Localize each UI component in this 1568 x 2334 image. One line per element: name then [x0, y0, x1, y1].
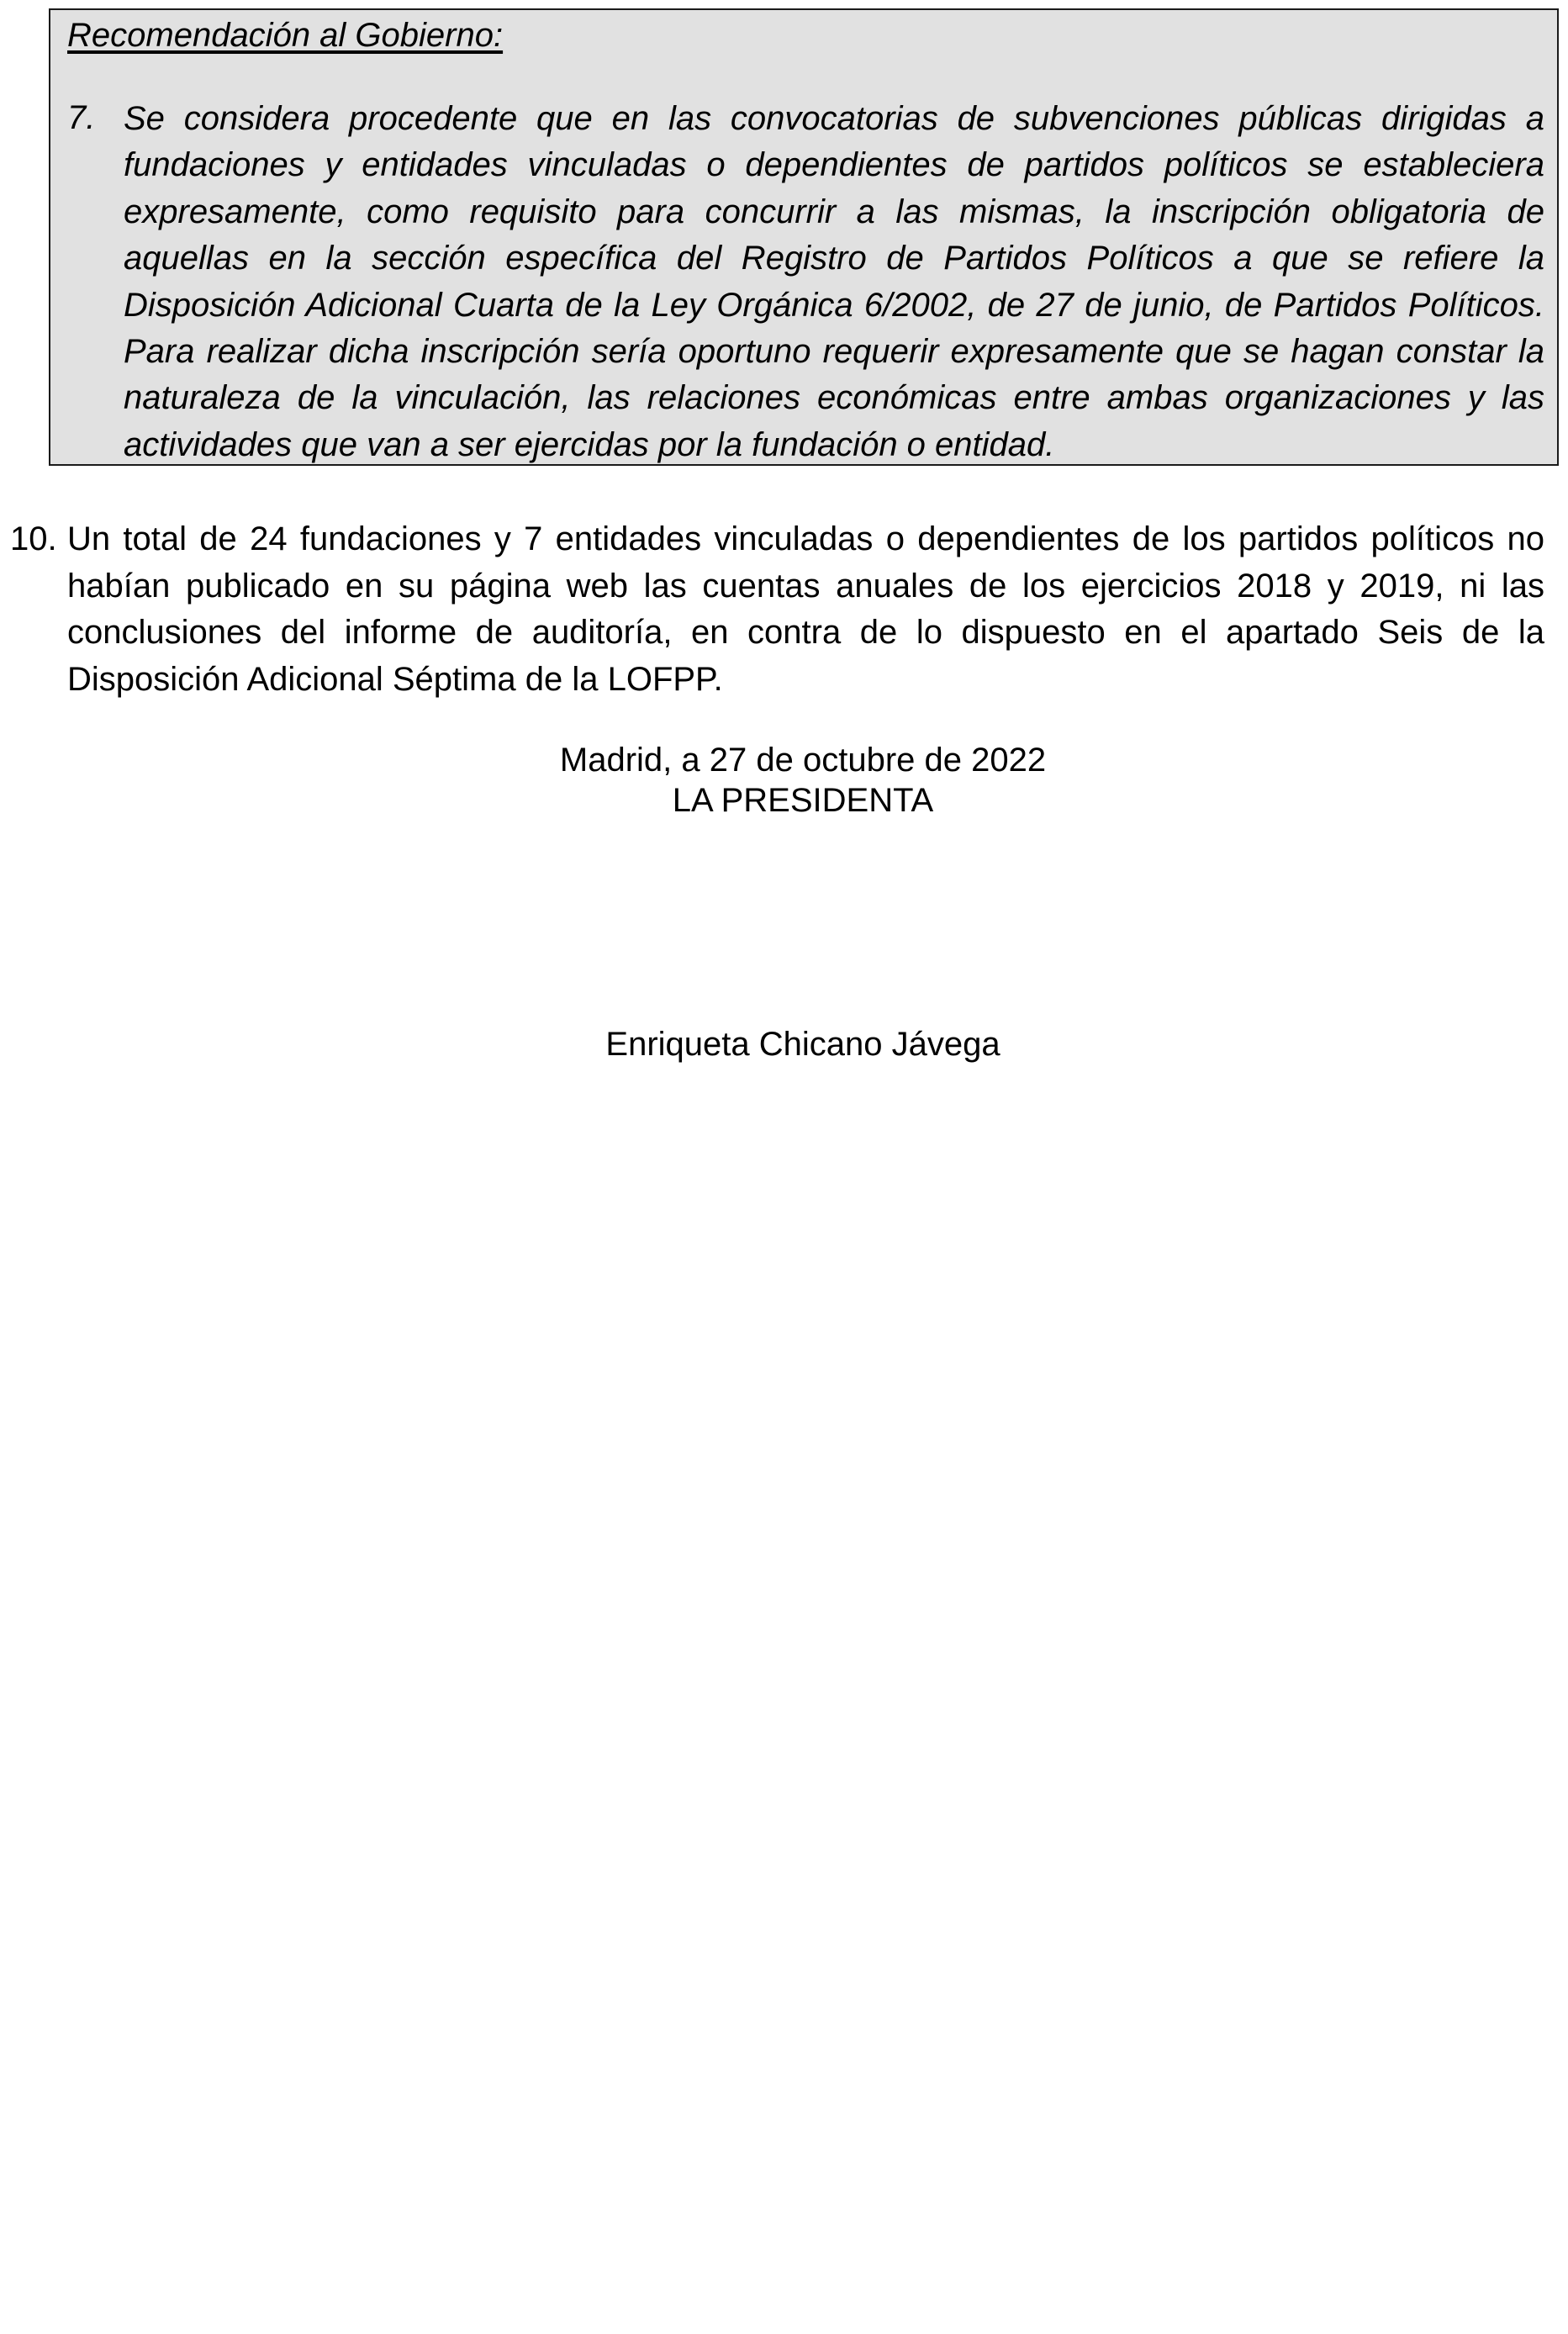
signature-name: Enriqueta Chicano Jávega — [605, 1026, 1000, 1063]
conclusion-number: 10. — [10, 520, 57, 557]
recommendation-heading: Recomendación al Gobierno: — [67, 17, 504, 54]
recommendation-text: Se considera procedente que en las convocatorias de subvenciones públicas dirigidas a fundaciones y entidades vinculadas o dependientes de partidos políticos se estableciera expresamente, como requisito para concurrir a las mismas, la inscripción obligatoria de aquellas en la sección específica del Registro de Partidos Políticos a que se refiere la Disposición Adicional Cuarta de la Ley Orgánica 6/2002, de 27 de junio, de Partidos Políticos. Para realizar dicha inscripción sería oportuno requerir expresamente que se hagan constar la naturaleza de la vinculación, las relaciones económicas entre ambas organizaciones y las actividades que van a ser ejercidas por la fundación o entidad. — [124, 100, 1544, 463]
conclusion-text: Un total de 24 fundaciones y 7 entidades vinculadas o dependientes de los partidos políticos no habían publicado en su página web las cuentas anuales de los ejercicios 2018 y 2019, ni las conclusiones del informe de auditoría, en contra de lo dispuesto en el apartado Seis de la Disposición Adicional Séptima de la LOFPP. — [67, 520, 1544, 698]
signature-title: LA PRESIDENTA — [672, 782, 934, 819]
signature-place-date: Madrid, a 27 de octubre de 2022 — [559, 742, 1047, 779]
recommendation-number: 7. — [67, 99, 96, 136]
